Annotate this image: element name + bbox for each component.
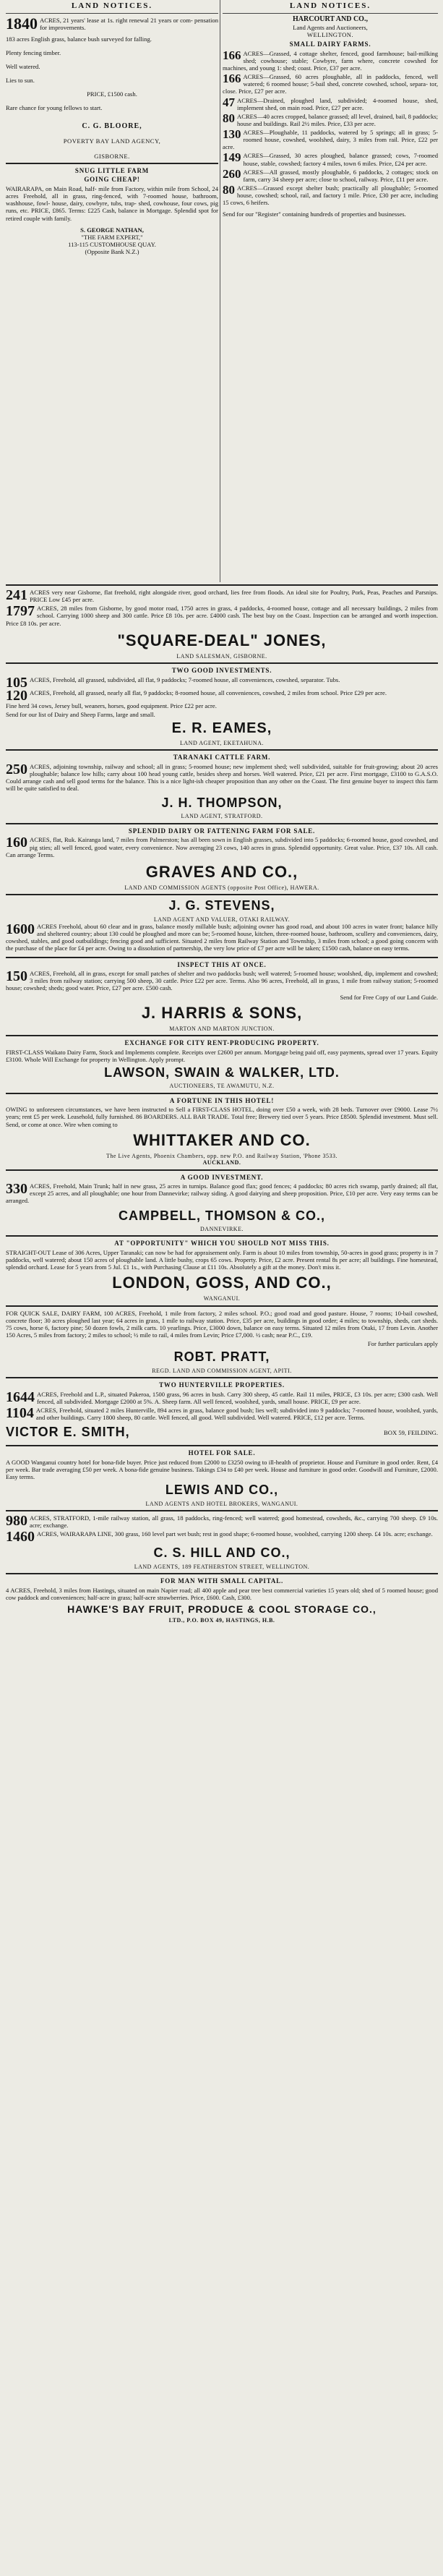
listing-item	[223, 113, 438, 127]
fortune-heading: A FORTUNE IN THIS HOTEL!	[169, 1096, 275, 1104]
opportunity-text: STRAIGHT-OUT Lease of 306 Acres, Upper Taranaki; can now be had for appraisement only. Farm is about 10 miles from township, 50-acres in good grass; property is in 7 paddocks, well watered; about 150 acres of ploughable land. A little bushy, crops 65 cows. Property. Price, £2 acre. Present rental 8s per acre; all buildings. Fine homestead, splendid orchard. Lease for 5 years from 5 Jul. £1 1s., with Purchasing Clause at £11 10s. Absolutely a gift at the money. Don't miss it.	[6, 1248, 438, 1271]
london-goss-agent: LONDON, GOSS, AND CO.,	[112, 1274, 332, 1292]
hawkes-bay-sub: LTD., P.O. BOX 49, HASTINGS, H.B.	[168, 1617, 275, 1624]
full-width-section	[6, 584, 438, 2575]
register-note: Send for our "Register" containing hundreds of properties and businesses.	[223, 210, 406, 218]
listing-item	[223, 50, 438, 72]
land-guide-note: Send for Free Copy of our Land Guide.	[340, 993, 438, 1001]
acres-1797: 1797	[6, 603, 35, 620]
london-goss-block	[6, 1240, 438, 1302]
acres-1797-text: ACRES, 28 miles from Gisborne, by good motor road, 1750 acres in grass, 4 paddocks, 4-roomed house, cottage and all necessary buildings, 2 miles from school. Carrying 1000 sheep and 300 cattle. Price £8 10s. per acre. £4000 cash. The best buy on the Coast. Inspection can be arranged and worth inspection. Price £8 10s. per acre.	[6, 605, 438, 627]
acres-1600-text: ACRES Freehold, about 60 clear and in grass, balance mostly millable bush; adjoining owner has good road, and about 100 acres in water front; balance hilly and sheltered country; about 130 could be ploughed and more can be; 5-roomed house, kitchen, three-roomed house, bathroom, scullery and conveniences, dairy, cowshed, stables, and good outbuildings; fencing good and sufficient. Situated 2 miles from Railway Station and Township, 3 miles from school; a good going concern with the purchase of the place for £4 per acre. Owing to a dissolution of partnership, the very low price of £7 per acre will be taken; £1500 cash, balance on easy terms.	[6, 922, 438, 952]
graves-block	[6, 827, 438, 891]
block-1840-acres	[6, 14, 218, 160]
acres-330: 330	[6, 1181, 27, 1198]
gisborne-block	[6, 589, 438, 660]
good-investment-heading: A GOOD INVESTMENT.	[180, 1173, 264, 1181]
particulars-note: For further particulars apply	[367, 1340, 438, 1348]
listing-item	[223, 166, 438, 183]
smith-signature	[6, 1423, 438, 1442]
harcourt-agent: HARCOURT AND CO.,	[293, 14, 368, 23]
hawkes-bay-block	[6, 1577, 438, 1624]
acres-1644: 1644	[6, 1389, 35, 1405]
graves-sub: LAND AND COMMISSION AGENTS (opposite Post Office), HAWERA.	[124, 884, 319, 891]
lewis-agent: LEWIS AND CO.,	[165, 1483, 279, 1498]
whittaker-agent: WHITTAKER AND CO.	[133, 1130, 311, 1149]
listing-text: ACRES—Drained, ploughed land, subdivided; 4-roomed house, shed, implement shed, on main road. Price, £27 per acre.	[237, 96, 438, 111]
smith-block	[6, 1381, 438, 1442]
acres-160: 160	[6, 835, 27, 851]
two-good-investments-heading: TWO GOOD INVESTMENTS.	[171, 667, 272, 675]
thompson-sub: LAND AGENT, STRATFORD.	[181, 813, 263, 820]
listing-acres: 260	[223, 166, 241, 181]
nathan-agent: S. GEORGE NATHAN,	[80, 226, 144, 234]
listing-text: ACRES—Ploughable, 11 paddocks, watered by 5 springs; all in grass; 5-roomed house, cowshed, woolshed, dairy, 3 miles from rail. Price, £22 per acre.	[223, 129, 438, 151]
listing-acres: 80	[223, 183, 235, 197]
small-capital-text: 4 ACRES, Freehold, 3 miles from Hastings, situated on main Napier road; all 400 apple and pear tree best commercial varieties 15 years old; shed of 5 roomed house; good cow paddock and conveniences; half-acre in grass; half-acre strawberries. Price, £600. Cash, £300.	[6, 1586, 438, 1601]
harris-sub: MARTON AND MARTON JUNCTION.	[169, 1025, 275, 1032]
hill-agent: C. S. HILL AND CO.,	[153, 1545, 291, 1561]
listing-text: ACRES—Grassed except shelter bush; practically all ploughable; 5-roomed house, cowshed; school, rail, and factory 1 mile. Price, £30 per acre, including 15 cows, 6 heifers.	[223, 184, 438, 207]
listing-acres: 149	[223, 150, 241, 165]
smith-agent: VICTOR E. SMITH,	[6, 1425, 130, 1440]
acres-250-text: ACRES, adjoining township, railway and school; all in grass; 5-roomed house; new implement shed; well subdivided, suitable for fruit-growing; about 20 acres ploughable; balance low hills; carry about 100 head young cattle, besides sheep and horses. Well watered. Price, £21 per acre. First mortgage, £3100 to G.A.S.O. Could arrange cash and sell good terms for the balance. This is a nice light-ish cheaper proposition than any other on the Coast. The first genuine buyer to inspect this farm will be quite satisfied to deal.	[6, 762, 438, 793]
hill-block	[6, 1514, 438, 1570]
acres-980: 980	[6, 1513, 27, 1530]
acres-241: 241	[6, 587, 27, 603]
agency-name: POVERTY BAY LAND AGENCY,	[63, 137, 161, 145]
london-goss-sub: WANGANUI.	[203, 1295, 241, 1302]
acres-160-text: ACRES, flat, Ruk. Kairanga land, 7 miles from Palmerston; has all been sown in English grasses, subdivided into 5 paddocks; 6-roomed house, good cowshed, and pig sties; all well fenced, good water, every convenience. Now averaging 23 cows, 140 acres in grass. Splendid opportunity. Great value. Price, £37 10s. All cash. Can arrange Terms.	[6, 836, 438, 858]
acres-1600: 1600	[6, 921, 35, 937]
nathan-address-2: (Opposite Bank N.Z.)	[85, 248, 139, 256]
sun-line: Lies to sun.	[6, 76, 35, 84]
stevens-sub: LAND AGENT AND VALUER, OTAKI RAILWAY.	[153, 916, 291, 923]
stevens-block	[6, 898, 438, 953]
campbell-agent: CAMPBELL, THOMSON & CO.,	[119, 1208, 325, 1223]
hawkes-bay-agent: HAWKE'S BAY FRUIT, PRODUCE & COOL STORAGE CO.,	[67, 1603, 377, 1615]
acres-description: ACRES, 21 years' lease at 1s. right renewal 21 years or com- pensation for improvements.	[40, 16, 218, 32]
acres-105-text: ACRES, Freehold, all grassed, subdivided, all flat, 9 paddocks; 7-roomed house, all conveniences, cowshed, separator. Tubs.	[30, 675, 340, 683]
hotel-sale-heading: HOTEL FOR SALE.	[188, 1449, 256, 1457]
jones-sub: LAND SALESMAN, GISBORNE.	[176, 652, 267, 660]
acres-1460-text: ACRES, WAIRARAPA LINE, 300 grass, 160 level part wet bush; rest in good shape; 6-roomed house, woolshed, carrying 1200 sheep. £4 10s. acre; exchange.	[37, 1530, 433, 1538]
agent-name: C. G. BLOORE,	[82, 121, 142, 130]
harcourt-city: WELLINGTON.	[306, 30, 354, 38]
exchange-text: FIRST-CLASS Waikato Dairy Farm, Stock and Implements complete. Receipts over £2600 per annum. Mortgage being paid off, easy payments, spread over 17 years. Equity £3100. Whole Will Exchange for property in Wellington. Apply prompt.	[6, 1048, 438, 1063]
hunterville-heading: TWO HUNTERVILLE PROPERTIES.	[159, 1381, 285, 1389]
hill-sub: LAND AGENTS, 189 FEATHERSTON STREET, WELLINGTON.	[134, 1563, 310, 1570]
snug-farm-body: WAIRARAPA, on Main Road, half- mile from Factory, within mile from School, 24 acres Freehold, all in grass, ring-fenced, with 7-roomed house, bathroom, washhouse, fowl- house, dairy, cowbyre, tubs, trap- shed, cowhouse, four cows, pig runs, etc. PRICE, £865. Terms: £225 Cash, balance in Mortgage. Splendid spot for retired couple with family.	[6, 184, 218, 222]
acres-1104-text: ACRES, Freehold, situated 2 miles Hunterville, 894 acres in grass, balance good bush; lies well; subdivided into 9 paddocks; 7-roomed house, woolshed, yards, and other buildings. Carry 1800 sheep, 80 cattle. Well fenced, all good. Well subdivided. Well watered. PRICE, £12 per acre. Terms.	[35, 1406, 438, 1422]
acres-1460: 1460	[6, 1529, 35, 1545]
listing-acres: 80	[223, 111, 235, 125]
list-line: Send for our list of Dairy and Sheep Farms, large and small.	[6, 710, 155, 718]
acres-330-text: ACRES, Freehold, Main Trunk; half in new grass, 25 acres in turnips. Balance good flax; good fences; 4 paddocks; 80 acres rich swamp, partly drained; all flat, except 25 acres, and all ploughable; one hour from Dannevirke; railway siding. A good dairying and sheep proposition. Price, £10 per acre. Very easy terms can be arranged.	[6, 1182, 438, 1205]
acres-1104: 1104	[6, 1404, 34, 1421]
price-line: PRICE, £1500 cash.	[87, 90, 137, 98]
listing-acres: 130	[223, 127, 241, 142]
opportunity-heading: AT "OPPORTUNITY" WHICH YOU SHOULD NOT MISS THIS.	[114, 1240, 330, 1248]
whittaker-city: AUCKLAND.	[202, 1159, 241, 1167]
listing-acres: 166	[223, 72, 241, 86]
pratt-sub: REGD. LAND AND COMMISSION AGENT, APITI.	[152, 1367, 292, 1374]
acres-150: 150	[6, 968, 27, 985]
campbell-block	[6, 1174, 438, 1233]
acres-241-text: ACRES very near Gisborne, flat freehold, right alongside river, good orchard, lies free from floods. An ideal site for Poultry, Pork, Peas, Peaches and Parsnips. PRICE Low £45 per acre.	[30, 589, 438, 604]
eames-agent: E. R. EAMES,	[171, 720, 272, 736]
acres-1644-text: ACRES, Freehold and L.P., situated Pakeroa, 1500 grass, 96 acres in bush. Carry 300 sheep, 45 cattle. Rail 11 miles, PRICE, £3 10s. per acre; £300 cash. Well fenced, all subdivided. Mortgage £2000 at 5%. A. Sheep farm. All well fenced, woolshed, yards, small house. PRICE, £9 per acre.	[37, 1390, 438, 1405]
going-cheap-heading: GOING CHEAP!	[84, 176, 140, 184]
pratt-block	[6, 1310, 438, 1374]
exchange-heading: EXCHANGE FOR CITY RENT-PRODUCING PROPERTY.	[124, 1039, 319, 1047]
listing-acres: 166	[223, 48, 241, 62]
right-column-header: LAND NOTICES.	[223, 0, 438, 14]
smith-box: BOX 59, FEILDING.	[384, 1428, 438, 1436]
nathan-tagline: "THE FARM EXPERT,"	[81, 233, 143, 241]
eames-block	[6, 667, 438, 746]
whittaker-block	[6, 1097, 438, 1167]
pratt-agent: ROBT. PRATT,	[173, 1349, 270, 1365]
thompson-agent: J. H. THOMPSON,	[161, 796, 283, 811]
lewis-sub: LAND AGENTS AND HOTEL BROKERS, WANGANUI.	[145, 1500, 298, 1507]
block-snug-farm	[6, 167, 218, 255]
timber-line: Plenty fencing timber.	[6, 49, 61, 57]
small-dairy-heading: SMALL DAIRY FARMS.	[289, 40, 371, 48]
chance-line: Rare chance for young fellows to start.	[6, 103, 103, 111]
harcourt-sub: Land Agents and Auctioneers,	[293, 23, 368, 31]
splendid-dairy-heading: SPLENDID DAIRY OR FATTENING FARM FOR SALE.	[128, 827, 316, 835]
quick-sale-text: FOR QUICK SALE, DAIRY FARM, 100 ACRES, Freehold, 1 mile from factory, 2 miles school. P.O.; good road and good pasture. House, 7 rooms; 10-bail cowshed, concrete floor; 30 acres ploughed last year; 64 acres in grass, 1 mile to railway station. Price, £35 per acre, buildings in good order; 4 miles; to township, sheds, cart sheds. 75 cows, horse 6, factory pine; 50 dozen fowls, 2 milk carts. 10 yearlings. Price, £3000 down, balance on easy terms. Situated 12 miles from Otaki, 17 from Levin. Another 150 Acres, 5 miles from factory; 2 miles to school; ½ mile to rail, 4 miles from Levin; Price £7,000. ½ cash; near P.C., £19.	[6, 1309, 438, 1339]
lawson-sub: AUCTIONEERS, TE AWAMUTU, N.Z.	[169, 1083, 275, 1090]
left-column	[6, 0, 218, 582]
listing-item	[223, 73, 438, 95]
water-line: Well watered.	[6, 63, 40, 71]
acres-250: 250	[6, 761, 27, 777]
acres-105: 105	[6, 674, 27, 691]
nathan-address: 113-115 CUSTOMHOUSE QUAY.	[68, 240, 156, 248]
listing-item	[223, 152, 438, 166]
listing-item	[223, 97, 438, 111]
acres-120-text: ACRES, Freehold, all grassed, nearly all flat, 9 paddocks; 8-roomed house, all conveniences, cowshed, 2 miles from school. Price £29 per acre.	[30, 688, 387, 696]
listing-acres: 47	[223, 95, 235, 109]
left-column-header: LAND NOTICES.	[6, 0, 218, 14]
hotel-sale-text: A GOOD Wanganui country hotel for bona-fide buyer. Price just reduced from £2000 to £3250 owing to ill-health of proprietor. House and Furniture in good order. Rent, £4 per week. Bar trade averaging £50 per week. A bona-fide genuine business. Takings £34 to £40 per week. House and furniture in good order. Goodwill and Furniture, £2000. Easy terms.	[6, 1459, 438, 1481]
inspect-heading: INSPECT THIS AT ONCE.	[177, 960, 267, 968]
harcourt-listings	[223, 50, 438, 208]
right-column	[223, 0, 438, 582]
acres-number: 1840	[6, 14, 38, 33]
acres-150-text: ACRES, Freehold, all in grass, except for small patches of shelter and two paddocks bush; well watered; 5-roomed house; woolshed, dip, implement and cowshed; 3 miles from railway station; carrying 500 sheep, 30 cattle. Price £22 per acre. Terms. Also 96 acres, Freehold, all in grass, 1 mile from railway station; 5-roomed house; cowshed; sheds; good water. Price, £27 per acre. £500 cash.	[6, 970, 438, 992]
harris-block	[6, 961, 438, 1033]
lawson-agent: LAWSON, SWAIN & WALKER, LTD.	[104, 1065, 340, 1080]
listing-text: ACRES—All grassed, mostly ploughable, 6 paddocks, 2 cottages; stock on farm, carry 34 sheep per acre; close to school, railway. Price, £11 per acre.	[243, 168, 438, 183]
listing-item	[223, 184, 438, 206]
thompson-block	[6, 754, 438, 820]
agency-city: GISBORNE.	[94, 152, 130, 160]
small-capital-heading: FOR MAN WITH SMALL CAPITAL.	[160, 1577, 284, 1585]
snug-farm-heading: SNUG LITTLE FARM	[74, 166, 150, 174]
herd-line: Fine herd 34 cows, Jersey bull, weaners, horses, good equipment. Price £22 per acre.	[6, 701, 217, 709]
harris-agent: J. HARRIS & SONS,	[141, 1003, 303, 1022]
stevens-agent: J. G. STEVENS,	[168, 898, 275, 913]
acres-980-text: ACRES, STRATFORD, 1-mile railway station, all grass, 18 paddocks, ring-fenced; well watered; good homestead, cowsheds, &c., carrying 700 sheep. £9 10s. acre; exchange.	[30, 1514, 438, 1530]
listing-text: ACRES—Grassed, 60 acres ploughable, all in paddocks, fenced, well watered; 6 roomed house; 5-bail shed, concrete cowshed, school, separa- tor, close. Price, £27 per acre.	[223, 73, 438, 95]
grass-line: 183 acres English grass, balance bush surveyed for falling.	[6, 35, 152, 43]
listing-text: ACRES—Grassed, 4 cottage shelter, fenced, good farmhouse; bail-milking shed; cowhouse; stable; Cowbyre, farm where, concrete cowshed for machines, and young 1: shed; coast. Price, £37 per acre.	[223, 49, 438, 72]
lawson-block	[6, 1039, 438, 1090]
taranaki-heading: TARANAKI CATTLE FARM.	[173, 754, 271, 762]
listing-item	[223, 129, 438, 150]
whittaker-sub: The Live Agents, Phoenix Chambers, opp. new P.O. and Railway Station, 'Phone 3533.	[106, 1152, 337, 1159]
eames-sub: LAND AGENT, EKETAHUNA.	[180, 739, 264, 746]
graves-agent: GRAVES AND CO.,	[145, 862, 298, 881]
listing-text: ACRES—40 acres cropped, balance grassed; all level, drained, bail, 8 paddocks; house and buildings. Rail 2½ miles. Price, £33 per acre.	[237, 112, 438, 127]
campbell-sub: DANNEVIRKE.	[200, 1225, 244, 1232]
listing-text: ACRES—Grassed, 30 acres ploughed, balance grassed; cows, 7-roomed house, stable, cowshed; factory 4 miles, town 6 miles. Price, £24 per acre.	[243, 152, 438, 167]
square-deal-jones: "SQUARE-DEAL" JONES,	[117, 631, 327, 649]
acres-120: 120	[6, 687, 27, 704]
fortune-text: OWING to unforeseen circumstances, we have been instructed to Sell a FIRST-CLASS HOTEL, doing over £50 a week, with 28 beds. Turnover over £9000. Lease 7½ years; rent £5 per week. Leasehold, fully furnished. 86 BOARDERS. ALL BAR TRADE. Total free; Brewery tied over 5 years. Price £8500. Splendid investment. Must sell. Send, or come at once. Wire when coming to	[6, 1106, 438, 1128]
lewis-block	[6, 1449, 438, 1507]
